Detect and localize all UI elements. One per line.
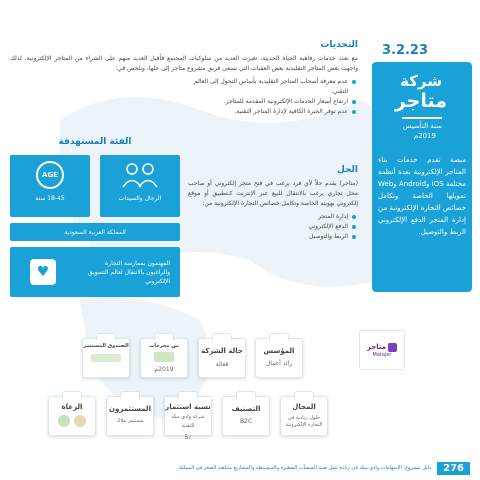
sources-card: [140, 338, 188, 378]
footer: [10, 460, 470, 476]
footer-text: دليل مشروع: الإسهامات وادي مكة في ريادة عمل هيئة المنشآت الصغيرة والمتوسطة والمشاريع متناهية الصغر في المملكة: [178, 465, 432, 471]
challenges-list: [178, 77, 358, 117]
solution-section: [188, 165, 358, 242]
company-word: شركة: [400, 72, 442, 90]
solution-list: [188, 212, 358, 242]
sponsors-card: [48, 396, 96, 436]
gender-card: [100, 155, 180, 217]
divider: [402, 117, 442, 119]
founder-title: المؤسس: [263, 347, 295, 355]
wadi-makkah-logo: [154, 352, 174, 362]
age-icon: AGE: [10, 155, 90, 195]
share-card: [164, 396, 212, 441]
status-card: [198, 338, 246, 378]
rating-value: B2C: [239, 418, 253, 425]
solution-title: الحل: [337, 165, 358, 175]
logo-bag-icon: [388, 343, 397, 352]
investors-title: المستثمرون: [109, 405, 151, 413]
logo-latin: Matajer: [372, 351, 392, 358]
field-card: [280, 396, 328, 436]
company-sidebar: [372, 62, 472, 292]
sponsor-logo: [58, 415, 70, 427]
gender-label: الرجال والسيدات: [118, 195, 162, 202]
fund-logo: [91, 354, 121, 362]
sources-title: من مخرجات: [149, 343, 179, 349]
founded-label: سنة التأسيس: [402, 122, 442, 130]
company-description: منصة تقدم خدمات بناء المتاجر الإلكترونية بعدة أنظمة مختلفة iOS وAndroid وWeb تمويلها الخاصة وتكامل خصائص التجارة الإلكترونية من إدارة المتجر الدفع الإلكتروني الربط والتوصيل.: [378, 156, 467, 236]
company-name: متاجر: [394, 90, 447, 112]
list-item: الربط والتوصيل: [188, 232, 358, 242]
status-title: حالة الشركة: [201, 347, 243, 355]
list-item: عدم توفر الخبرة الكافية لإدارة المتاجر التقنية.: [178, 107, 358, 117]
rating-title: التصنيف: [231, 405, 261, 413]
field-value: حلول ريادية في التجارة الإلكترونية: [285, 415, 323, 428]
logo-card: [355, 330, 405, 378]
age-card: [10, 155, 90, 217]
challenges-section: [10, 40, 358, 117]
sponsor-logo: [74, 415, 86, 427]
founder-value: رائد أعمال: [265, 360, 293, 367]
share-title: نسبة استثمار: [165, 403, 211, 411]
list-item: الدفع الإلكتروني: [188, 222, 358, 232]
solution-text: (متاجر) يقدم حلاً لأي فرد يرغب في فتح متجر إلكتروني أو صاحب محل تجاري يرغب بالانتقال للبيع عبر الإنترنت كـتطبيق أو موقع إلكتروني بهويته الخاصة وتكامل خصائص التجارة الإلكترونية من:: [188, 180, 358, 207]
sponsors-title: الرعاة: [61, 403, 83, 411]
status-value: فعالة: [215, 361, 229, 368]
founder-card: [255, 338, 303, 378]
list-item: ارتفاع أسعار الخدمات الإلكترونية المقدمة للمتاجر.: [178, 97, 358, 107]
sources-year: 2019م: [154, 366, 174, 373]
investors-card: [106, 396, 154, 436]
country-label: المملكة العربية السعودية: [64, 228, 126, 236]
list-item: إدارة المتجر: [188, 212, 358, 222]
rating-card: [222, 396, 270, 436]
share-number: 5٪: [184, 434, 192, 441]
interest-label: المهتمون بممارسة التجارة والراغبون بالانتقال لعالم التسويق الإلكتروني: [88, 259, 170, 285]
challenges-text: مع تعدد خدمات رفاهية الحياة الحديثة، تغيرت العديد من سلوكيات المجتمع فأقبل العديد منهم على الشراء من المتاجر الإلكترونية، لذلك واجهت بعض المتاجر التقليدية بعض العقبات التي تسعى فريق مشروع متاجر إلى حلها، ونلخص في:: [10, 55, 358, 72]
country-card: [10, 223, 180, 241]
interest-card: [10, 247, 180, 297]
share-value: شركة وادي مكة للتقنية: [171, 414, 205, 429]
investors-value: مستثمر ملاك: [116, 418, 144, 424]
audience-section: [10, 137, 180, 285]
logo-icon: [359, 330, 405, 370]
audience-title: الفئة المستهدفة: [58, 137, 132, 147]
logo-arabic: متاجر: [366, 343, 387, 351]
page-number: 276: [437, 462, 470, 475]
section-code: 3.2.23: [375, 40, 435, 60]
fund-card: [82, 338, 130, 378]
list-item: عدم معرفة أصحاب المتاجر التقليدية بأساس التحول إلى العالم التقني.: [178, 77, 358, 97]
founded-year: 2019م: [413, 132, 436, 140]
fund-title: الصندوق المستثمر: [83, 343, 129, 349]
challenges-title: التحديات: [320, 40, 358, 50]
age-label: 18-45 سنة: [35, 195, 65, 202]
field-title: المجال: [292, 403, 316, 411]
heart-hand-icon: ♥: [30, 259, 56, 285]
people-icon: [100, 155, 180, 195]
